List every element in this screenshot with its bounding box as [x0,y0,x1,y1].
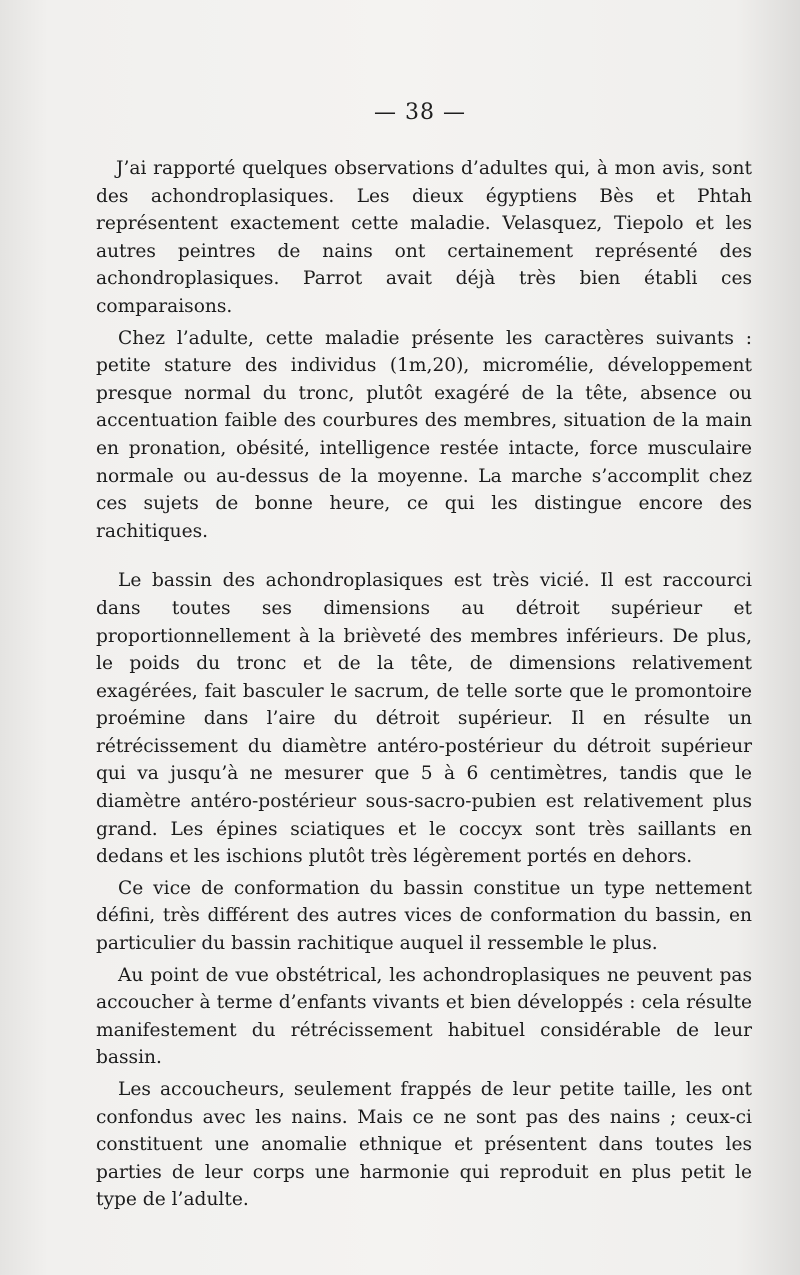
paragraph-5: Au point de vue obstétrical, les achondroplasiques ne peuvent pas accoucher à terme d’enfants vivants et bien développés : cela résulte manifestement du rétrécissement habituel considérable de leur bassin. [96,964,752,1069]
page-number: — 38 — [374,100,466,125]
paragraph-6: Les accoucheurs, seulement frappés de leur petite taille, les ont confondus avec les nains. Mais ce ne sont pas des nains ; ceux-ci constituent une anomalie ethnique et présentent dans toutes les parties de leur corps une harmonie qui reproduit en plus petit le type de l’adulte. [96,1079,752,1211]
paragraph-1: J’ai rapporté quelques observations d’adultes qui, à mon avis, sont des achondroplasiques. Les dieux égyptiens Bès et Phtah représentent exactement cette maladie. Velasquez, Tiepolo et les autres peintres de nains ont certainement représenté des achondroplasiques. Parrot avait déjà très bien établi ces comparaisons. [96,158,752,317]
paragraph-3: Le bassin des achondroplasiques est très vicié. Il est raccourci dans toutes ses dimensions au détroit supérieur et proportionnellement à la brièveté des membres inférieurs. De plus, le poids du tronc et de la tête, de dimensions relativement exagérées, fait basculer le sacrum, de telle sorte que le promontoire proémine dans l’aire du détroit supérieur. Il en résulte un rétrécissement du diamètre antéro-postérieur du détroit supérieur qui va jusqu’à ne mesurer que 5 à 6 centimètres, tandis que le diamètre antéro-postérieur sous-sacro-pubien est relativement plus grand. Les épines sciatiques et le coccyx sont très saillants en dedans et les ischions plutôt très légèrement portés en dehors. [96,570,752,868]
paragraph-2: Chez l’adulte, cette maladie présente les caractères suivants : petite stature des individus (1m,20), micromélie, développement presque normal du tronc, plutôt exagéré de la tête, absence ou accentuation faible des courbures des membres, situation de la main en pronation, obésité, intelligence restée intacte, force musculaire normale ou au-dessus de la moyenne. La marche s’accomplit chez ces sujets de bonne heure, ce qui les distingue encore des rachitiques. [96,327,752,542]
paragraph-4: Ce vice de conformation du bassin constitue un type nettement défini, très différent des autres vices de conformation du bassin, en particulier du bassin rachitique auquel il ressemble le plus. [96,877,752,955]
page-body [96,155,752,1218]
